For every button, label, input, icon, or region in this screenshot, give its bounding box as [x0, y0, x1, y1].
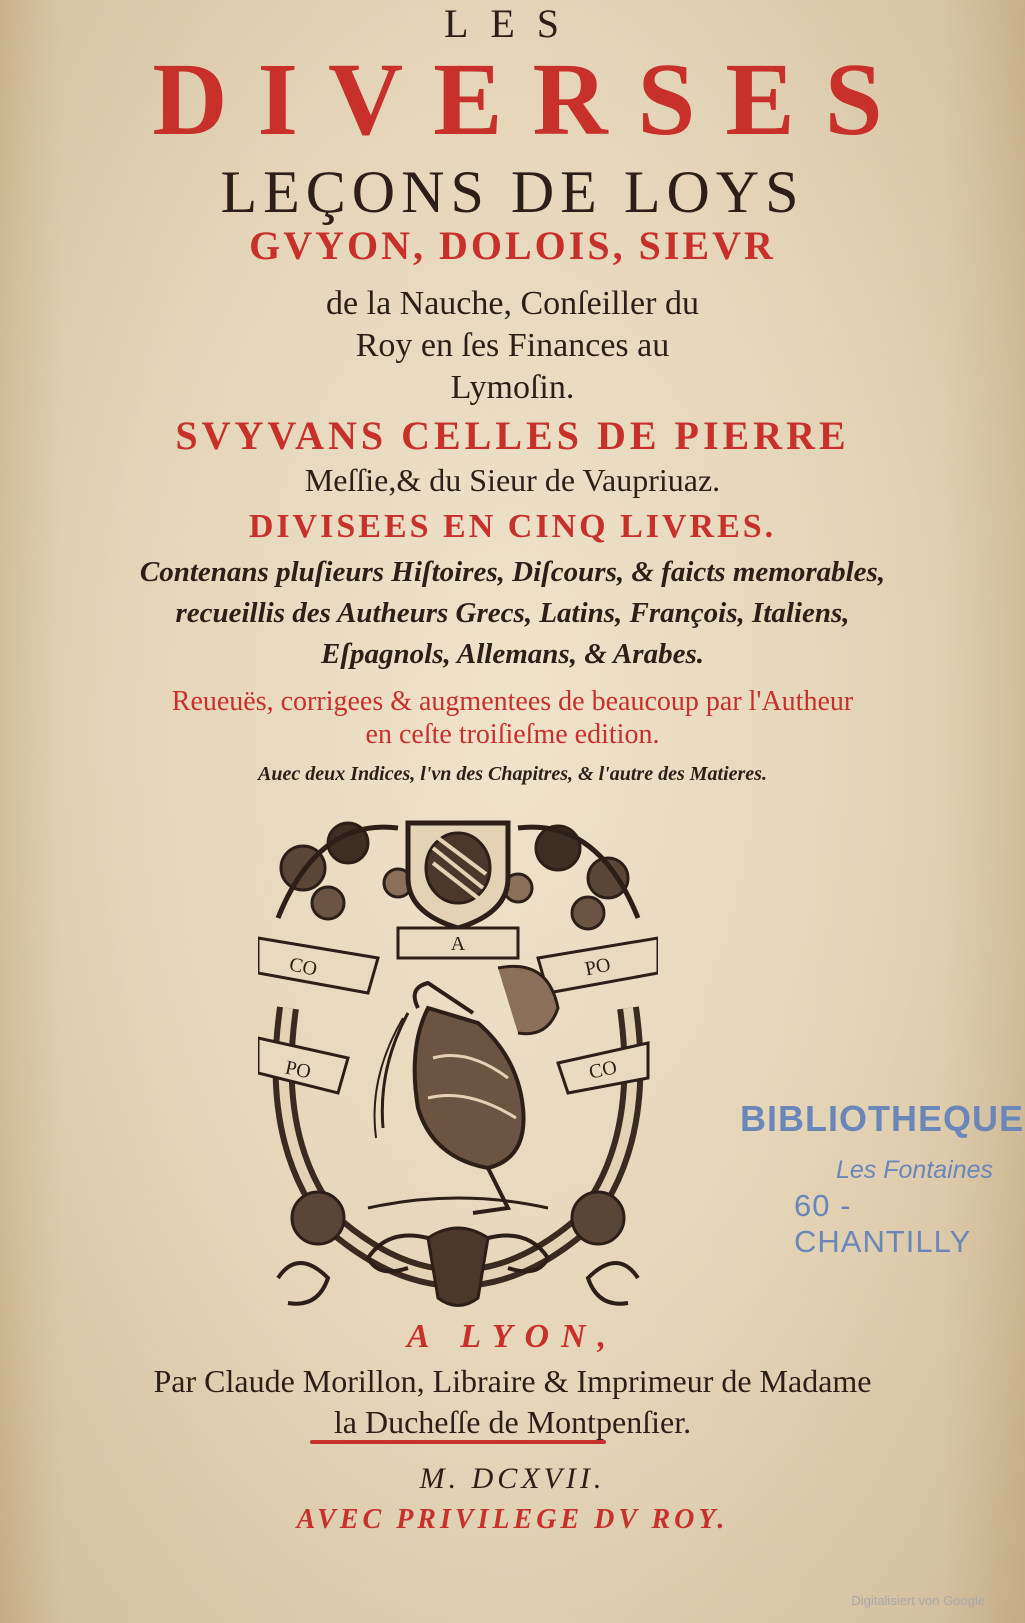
following-line: SVYVANS CELLES DE PIERRE — [175, 413, 850, 458]
author-title-line-1: de la Nauche, Conſeiller du — [326, 285, 699, 322]
contenans-line-2: recueillis des Autheurs Grecs, Latins, François, Italiens, — [175, 597, 850, 629]
banner-right-text: PO — [582, 953, 613, 981]
banner-left-text: CO — [287, 953, 320, 981]
author-title-line-2: Roy en ſes Finances au — [355, 327, 670, 364]
title-les: LES — [443, 1, 582, 46]
author-name: GVYON, DOLOIS, SIEVR — [249, 223, 776, 268]
imprint-date: M. DCXVII. — [419, 1462, 606, 1495]
title-lecons: LEÇONS DE LOYS — [220, 159, 805, 225]
reueues-line-2: en ceſte troiſieſme edition. — [365, 719, 660, 750]
printer-emblem-woodcut — [258, 808, 658, 1313]
vase-icon — [415, 983, 524, 1213]
indices-line: Auec deux Indices, l'vn des Chapitres, & l'autre des Matieres. — [258, 763, 767, 785]
red-rule-divider — [310, 1440, 606, 1444]
banner-top-text: A — [450, 933, 466, 955]
shield-icon — [408, 823, 508, 928]
contenans-line-1: Contenans pluſieurs Hiſtoires, Diſcours, & faicts memorables, — [139, 556, 886, 588]
lower-left-text: PO — [283, 1056, 313, 1084]
imprint-printer-line-1: Par Claude Morillon, Libraire & Imprimeur de Madame — [153, 1363, 872, 1399]
imprint-printer-line-2: la Ducheſſe de Montpenſier. — [333, 1404, 692, 1440]
digitization-watermark: Digitalisiert von Google — [851, 1593, 985, 1608]
messie-line: Meſſie,& du Sieur de Vaupriuaz. — [304, 462, 721, 498]
imprint-place: A LYON, — [406, 1318, 619, 1355]
reueues-line-1: Reueuës, corrigees & augmentees de beaucoup par l'Autheur — [171, 686, 854, 717]
lower-right-text: CO — [587, 1056, 619, 1084]
contenans-line-3: Eſpagnols, Allemans, & Arabes. — [321, 638, 704, 670]
divisees-line: DIVISEES EN CINQ LIVRES. — [248, 508, 777, 545]
imprint-privilege: AVEC PRIVILEGE DV ROY. — [296, 1504, 729, 1535]
library-stamp — [740, 1098, 1025, 1259]
stamp-line-2: Les Fontaines — [836, 1156, 994, 1184]
stamp-line-1: BIBLIOTHEQUE — [740, 1098, 1025, 1139]
stamp-line-3: 60 - CHANTILLY — [794, 1188, 972, 1259]
title-diverses: DIVERSES — [152, 42, 913, 157]
author-title-line-3: Lymoſin. — [450, 369, 575, 406]
